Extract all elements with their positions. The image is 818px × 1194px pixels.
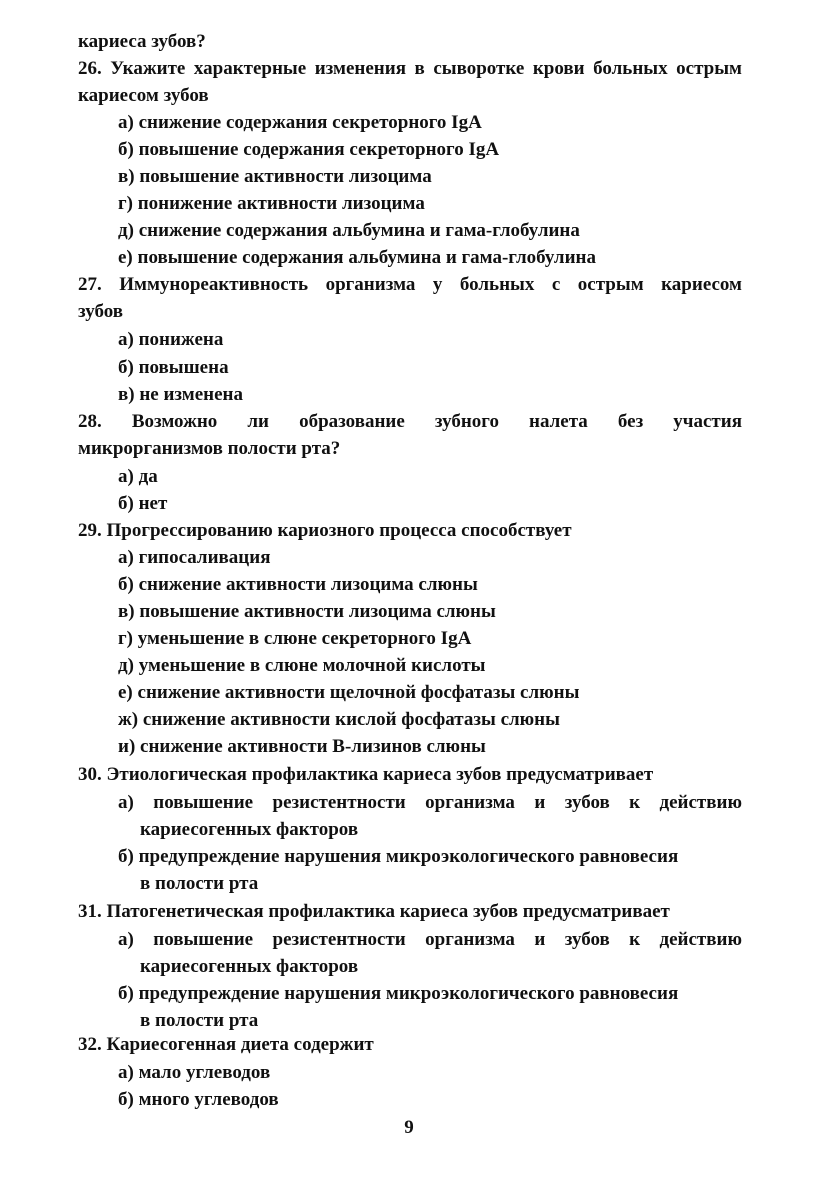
question-32-text: 32. Кариесогенная диета содержит xyxy=(78,1034,374,1055)
question-31-option-b-continued: в полости рта xyxy=(140,1010,259,1031)
question-30-text: 30. Этиологическая профилактика кариеса зубов предусматривает xyxy=(78,764,654,785)
question-29-option-e: д) уменьшение в слюне молочной кислоты xyxy=(118,655,486,676)
question-27-option-b: б) повышена xyxy=(118,357,229,378)
question-31-option-a-continued: кариесогенных факторов xyxy=(140,956,359,977)
page-number: 9 xyxy=(404,1117,414,1138)
question-31-option-a: а) повышение резистентности организма и зубов к действию xyxy=(118,929,742,950)
question-29-option-d: г) уменьшение в слюне секреторного IgA xyxy=(118,628,472,649)
question-29-option-h: и) снижение активности В-лизинов слюны xyxy=(118,736,486,757)
question-26-option-f: е) повышение содержания альбумина и гама-глобулина xyxy=(118,247,596,268)
question-31-text: 31. Патогенетическая профилактика кариеса зубов предусматривает xyxy=(78,901,670,922)
question-28-option-a: а) да xyxy=(118,466,158,487)
question-28-option-b: б) нет xyxy=(118,493,168,514)
question-32-option-a: а) мало углеводов xyxy=(118,1062,271,1083)
question-32-option-b: б) много углеводов xyxy=(118,1089,279,1110)
question-27-text-continued: зубов xyxy=(78,301,124,322)
question-30-option-a: а) повышение резистентности организма и зубов к действию xyxy=(118,792,742,813)
question-29-option-b: б) снижение активности лизоцима слюны xyxy=(118,574,478,595)
question-26-text-continued: кариесом зубов xyxy=(78,85,209,106)
question-29-option-c: в) повышение активности лизоцима слюны xyxy=(118,601,496,622)
question-30-option-b: б) предупреждение нарушения микроэкологического равновесия xyxy=(118,846,679,867)
question-25-continuation: кариеса зубов? xyxy=(78,31,206,52)
question-26-option-a: а) снижение содержания секреторного IgA xyxy=(118,112,482,133)
question-27-option-a: а) понижена xyxy=(118,329,224,350)
question-26-text: 26. Укажите характерные изменения в сыворотке крови больных острым xyxy=(78,58,742,79)
question-26-option-c: в) повышение активности лизоцима xyxy=(118,166,432,187)
question-26-option-d: г) понижение активности лизоцима xyxy=(118,193,425,214)
question-29-option-f: е) снижение активности щелочной фосфатазы слюны xyxy=(118,682,580,703)
question-28-text-continued: микрорганизмов полости рта? xyxy=(78,438,341,459)
question-26-option-b: б) повышение содержания секреторного IgA xyxy=(118,139,500,160)
question-29-option-a: а) гипосаливация xyxy=(118,547,271,568)
question-29-option-g: ж) снижение активности кислой фосфатазы слюны xyxy=(118,709,560,730)
question-27-text: 27. Иммунореактивность организма у больных с острым кариесом xyxy=(78,274,742,295)
question-31-option-b: б) предупреждение нарушения микроэкологического равновесия xyxy=(118,983,679,1004)
question-29-text: 29. Прогрессированию кариозного процесса способствует xyxy=(78,520,572,541)
question-27-option-c: в) не изменена xyxy=(118,384,243,405)
question-26-option-e: д) снижение содержания альбумина и гама-глобулина xyxy=(118,220,580,241)
question-30-option-b-continued: в полости рта xyxy=(140,873,259,894)
question-28-text: 28. Возможно ли образование зубного налета без участия xyxy=(78,411,742,432)
question-30-option-a-continued: кариесогенных факторов xyxy=(140,819,359,840)
